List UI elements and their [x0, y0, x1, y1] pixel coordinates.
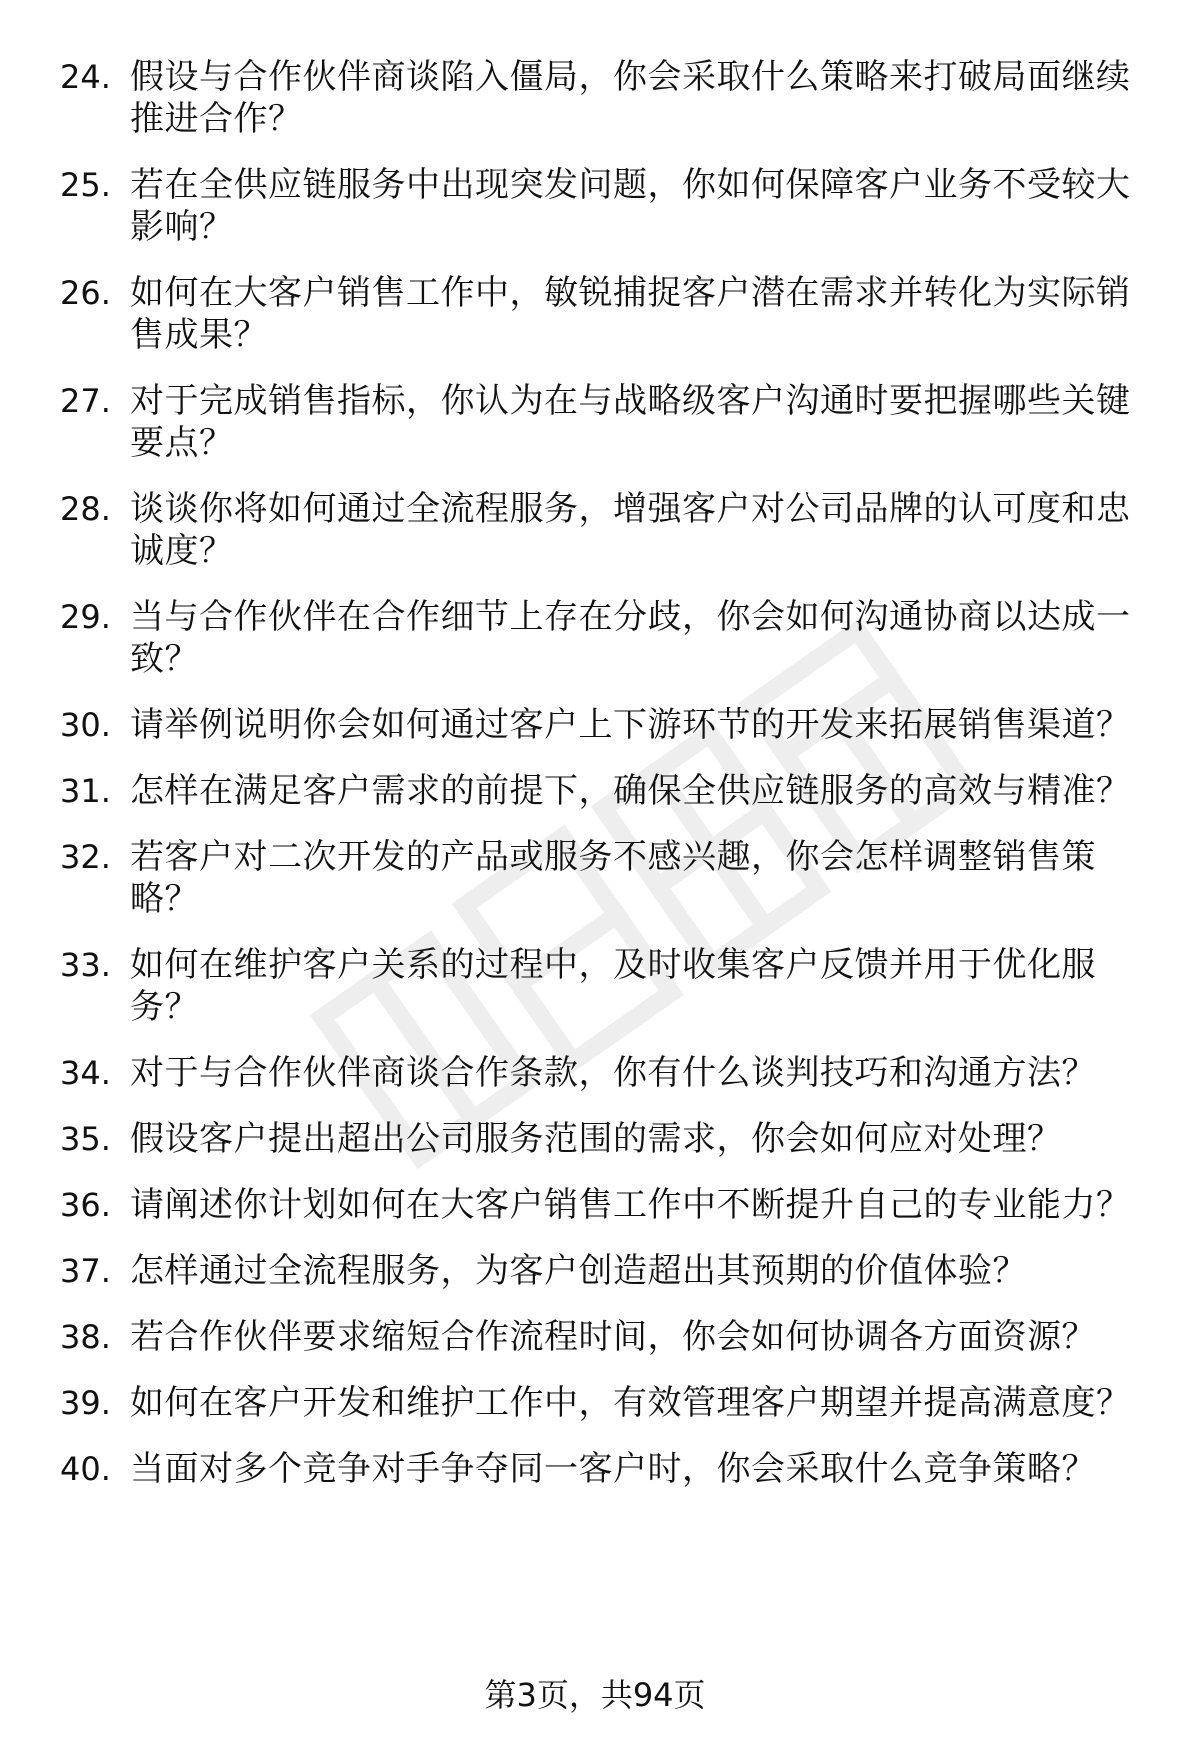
question-text: 请阐述你计划如何在大客户销售工作中不断提升自己的专业能力？: [130, 1185, 1131, 1225]
question-number: 25.: [60, 166, 111, 204]
question-number: 26.: [60, 274, 111, 312]
question-list: [60, 56, 1150, 1514]
question-text: 如何在维护客户关系的过程中，及时收集客户反馈并用于优化服务？: [130, 945, 1096, 1027]
question-item: [60, 1316, 1150, 1358]
question-item: [60, 596, 1150, 680]
question-number: 32.: [60, 838, 111, 876]
question-item: [60, 1052, 1150, 1094]
question-item: [60, 272, 1150, 356]
page-number: 第3页，共94页: [484, 1676, 706, 1714]
question-text: 假设客户提出超出公司服务范围的需求，你会如何应对处理？: [130, 1119, 1062, 1159]
question-item: [60, 770, 1150, 812]
question-number: 38.: [60, 1318, 111, 1356]
question-number: 30.: [60, 706, 111, 744]
question-text: 如何在客户开发和维护工作中，有效管理客户期望并提高满意度？: [130, 1383, 1131, 1423]
question-item: [60, 1382, 1150, 1424]
question-item: [60, 164, 1150, 248]
question-text: 对于完成销售指标，你认为在与战略级客户沟通时要把握哪些关键要点？: [130, 381, 1131, 463]
question-number: 31.: [60, 772, 111, 810]
question-item: [60, 836, 1150, 920]
question-text: 若合作伙伴要求缩短合作流程时间，你会如何协调各方面资源？: [130, 1317, 1096, 1357]
question-number: 37.: [60, 1252, 111, 1290]
question-number: 33.: [60, 946, 111, 984]
question-number: 36.: [60, 1186, 111, 1224]
question-text: 怎样通过全流程服务，为客户创造超出其预期的价值体验？: [130, 1251, 1027, 1291]
question-item: [60, 944, 1150, 1028]
question-text: 当与合作伙伴在合作细节上存在分歧，你会如何沟通协商以达成一致？: [130, 597, 1131, 679]
question-item: [60, 56, 1150, 140]
question-number: 24.: [60, 58, 111, 96]
question-text: 对于与合作伙伴商谈合作条款，你有什么谈判技巧和沟通方法？: [130, 1053, 1096, 1093]
question-item: [60, 488, 1150, 572]
question-item: [60, 1118, 1150, 1160]
question-number: 39.: [60, 1384, 111, 1422]
question-number: 29.: [60, 598, 111, 636]
question-text: 假设与合作伙伴商谈陷入僵局，你会采取什么策略来打破局面继续推进合作？: [130, 57, 1131, 139]
question-item: [60, 1184, 1150, 1226]
question-number: 40.: [60, 1450, 111, 1488]
question-text: 请举例说明你会如何通过客户上下游环节的开发来拓展销售渠道？: [130, 705, 1131, 745]
question-number: 35.: [60, 1120, 111, 1158]
question-text: 若在全供应链服务中出现突发问题，你如何保障客户业务不受较大影响？: [130, 165, 1131, 247]
question-text: 如何在大客户销售工作中，敏锐捕捉客户潜在需求并转化为实际销售成果？: [130, 273, 1131, 355]
question-number: 34.: [60, 1054, 111, 1092]
question-text: 谈谈你将如何通过全流程服务，增强客户对公司品牌的认可度和忠诚度？: [130, 489, 1131, 571]
question-item: [60, 1250, 1150, 1292]
question-number: 28.: [60, 490, 111, 528]
question-text: 当面对多个竞争对手争夺同一客户时，你会采取什么竞争策略？: [130, 1449, 1096, 1489]
question-item: [60, 380, 1150, 464]
question-item: [60, 1448, 1150, 1490]
question-text: 怎样在满足客户需求的前提下，确保全供应链服务的高效与精准？: [130, 771, 1131, 811]
question-text: 若客户对二次开发的产品或服务不感兴趣，你会怎样调整销售策略？: [130, 837, 1096, 919]
question-number: 27.: [60, 382, 111, 420]
question-item: [60, 704, 1150, 746]
